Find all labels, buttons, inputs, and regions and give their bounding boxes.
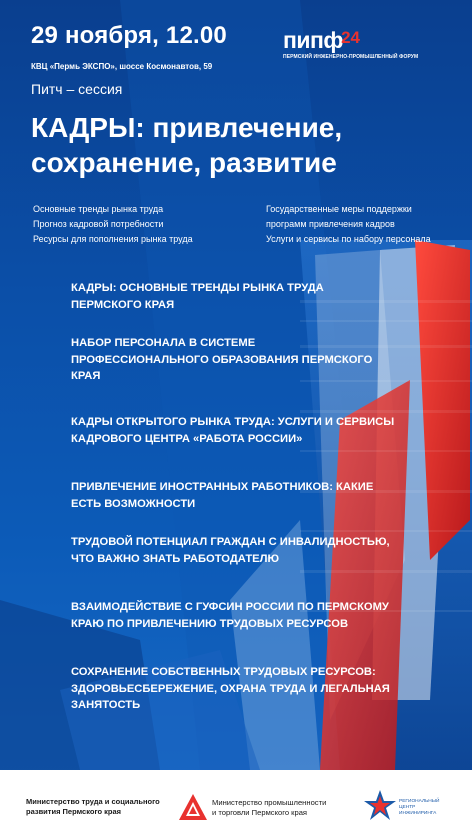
- topic-line: ЗДОРОВЬЕСБЕРЕЖЕНИЕ, ОХРАНА ТРУДА И ЛЕГАЛЬНАЯ: [71, 682, 390, 695]
- partner-name-line: РЕГИОНАЛЬНЫЙ: [399, 799, 440, 804]
- partners-footer: [0, 770, 472, 840]
- partner-name-line: Министерство труда и социального: [26, 797, 160, 806]
- theme-item: Государственные меры поддержки: [266, 204, 412, 214]
- partner-ministry-labor: [26, 797, 176, 817]
- topic-line: КАДРОВОГО ЦЕНТРА «РАБОТА РОССИИ»: [71, 432, 303, 445]
- title-line-2: сохранение, развитие: [31, 147, 337, 178]
- forum-logo-subtitle: ПЕРМСКИЙ ИНЖЕНЕРНО-ПРОМЫШЛЕННЫЙ ФОРУМ: [283, 54, 419, 60]
- topic-line: ВЗАИМОДЕЙСТВИЕ С ГУФСИН РОССИИ ПО ПЕРМСКОМУ: [71, 601, 389, 613]
- forum-logo-number: 24: [341, 28, 360, 47]
- topic-line: КРАЮ ПО ПРИВЛЕЧЕНИЮ ТРУДОВЫХ РЕСУРСОВ: [71, 617, 349, 630]
- partner-name: [212, 798, 364, 818]
- topic-line: КАДРЫ: ОСНОВНЫЕ ТРЕНДЫ РЫНКА ТРУДА: [71, 282, 324, 294]
- partner-name-line: ИНЖИНИРИНГА: [399, 811, 437, 816]
- partner-name: [399, 799, 459, 817]
- forum-logo: [283, 28, 443, 60]
- topic-item: [71, 335, 441, 385]
- title-line-1: КАДРЫ: привлечение,: [31, 112, 343, 143]
- topic-item: [71, 479, 441, 512]
- topic-line: СОХРАНЕНИЕ СОБСТВЕННЫХ ТРУДОВЫХ РЕСУРСОВ:: [71, 666, 376, 678]
- session-label: Питч – сессия: [31, 81, 123, 97]
- topic-item: [71, 414, 441, 447]
- theme-item: Ресурсы для пополнения рынка труда: [33, 234, 193, 244]
- topic-item: [71, 599, 441, 632]
- topic-line: ПЕРМСКОГО КРАЯ: [71, 298, 175, 311]
- event-date-time: 29 ноября, 12.00: [31, 22, 227, 49]
- topic-line: НАБОР ПЕРСОНАЛА В СИСТЕМЕ: [71, 337, 256, 349]
- topic-line: ПРОФЕССИОНАЛЬНОГО ОБРАЗОВАНИЯ ПЕРМСКОГО: [71, 353, 373, 366]
- theme-item: Прогноз кадровой потребности: [33, 219, 164, 229]
- topic-item: [71, 664, 441, 714]
- partner-name-line: и торговли Пермского края: [212, 808, 308, 817]
- topic-line: ЧТО ВАЖНО ЗНАТЬ РАБОТОДАТЕЛЮ: [71, 552, 280, 565]
- topic-line: КРАЯ: [71, 370, 101, 382]
- topic-item: [71, 280, 441, 313]
- topic-line: ПРИВЛЕЧЕНИЕ ИНОСТРАННЫХ РАБОТНИКОВ: КАКИЕ: [71, 481, 374, 493]
- event-venue: КВЦ «Пермь ЭКСПО», шоссе Космонавтов, 59: [31, 62, 213, 71]
- theme-item: программ привлечения кадров: [266, 219, 395, 229]
- partner-name-line: ЦЕНТР: [399, 805, 416, 810]
- topic-line: ТРУДОВОЙ ПОТЕНЦИАЛ ГРАЖДАН С ИНВАЛИДНОСТЬЮ,: [71, 536, 390, 548]
- topic-line: ЗАНЯТОСТЬ: [71, 699, 141, 711]
- partner-name-line: развития Пермского края: [26, 807, 122, 816]
- topic-line: ЕСТЬ ВОЗМОЖНОСТИ: [71, 497, 196, 510]
- themes-left: [33, 202, 243, 247]
- theme-item: Услуги и сервисы по набору персонала: [266, 234, 431, 244]
- theme-item: Основные тренды рынка труда: [33, 204, 164, 214]
- themes-right: [266, 202, 466, 247]
- topic-line: КАДРЫ ОТКРЫТОГО РЫНКА ТРУДА: УСЛУГИ И СЕРВИСЫ: [71, 416, 395, 428]
- page-title: [31, 110, 451, 180]
- ministry-triangle-icon: [178, 792, 208, 822]
- partner-name-line: Министерство промышленности: [212, 798, 327, 807]
- topic-item: [71, 534, 441, 567]
- star-arrow-icon: [363, 788, 397, 822]
- forum-logo-word: пипф: [283, 27, 344, 53]
